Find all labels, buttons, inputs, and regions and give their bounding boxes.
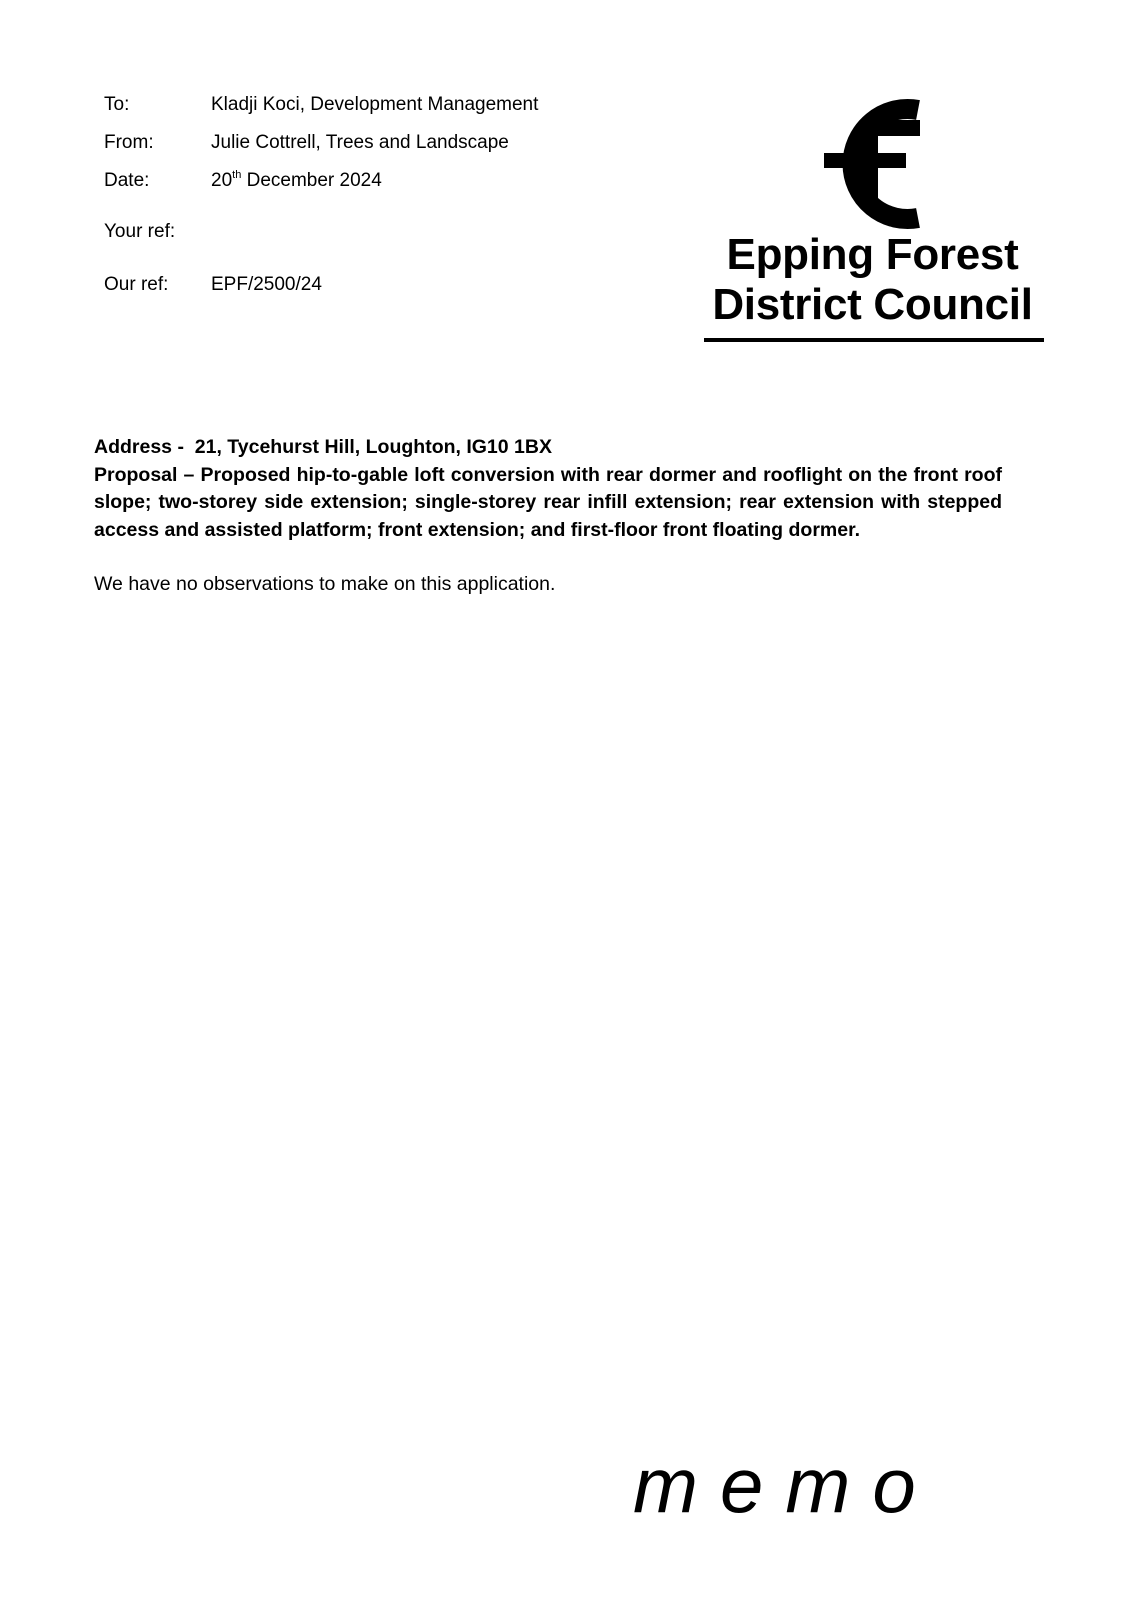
date-label: Date: xyxy=(104,170,150,191)
date-rest: December 2024 xyxy=(241,170,382,191)
proposal-paragraph: Proposal – Proposed hip-to-gable loft conversion with rear dormer and rooflight on the front roof slope; two-storey side extension; single-storey rear infill extension; rear extension with stepped access and assisted platform; front extension; and first-floor front floating dormer. xyxy=(94,463,1002,541)
observation-paragraph: We have no observations to make on this application. xyxy=(94,573,556,595)
our-ref-value: EPF/2500/24 xyxy=(211,274,322,295)
logo-underline xyxy=(704,338,1044,342)
council-name xyxy=(700,230,1045,330)
to-label: To: xyxy=(104,94,130,115)
memo-body xyxy=(94,434,1002,599)
date-suffix: th xyxy=(232,169,242,181)
council-name-line1: Epping Forest xyxy=(726,230,1019,279)
council-logo xyxy=(700,88,1045,348)
our-ref-label: Our ref: xyxy=(104,274,169,295)
date-value xyxy=(211,166,382,196)
from-label: From: xyxy=(104,132,154,153)
council-emblem-icon xyxy=(810,90,930,230)
council-name-line2: District Council xyxy=(712,280,1033,329)
address-line: Address - 21, Tycehurst Hill, Loughton, IG10 1BX xyxy=(94,436,552,458)
memo-footer-word: memo xyxy=(633,1441,938,1529)
to-value: Kladji Koci, Development Management xyxy=(211,94,539,115)
date-day: 20 xyxy=(211,170,233,191)
from-value: Julie Cottrell, Trees and Landscape xyxy=(211,132,509,153)
your-ref-label: Your ref: xyxy=(104,221,176,242)
